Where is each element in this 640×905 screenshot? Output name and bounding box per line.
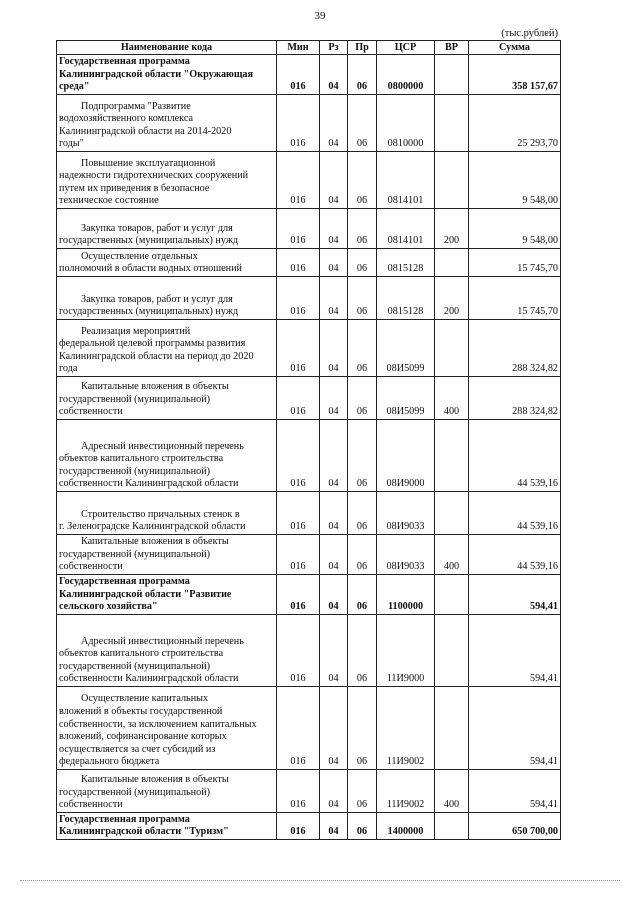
cell-rz: 04 [320,770,348,813]
cell-name: Реализация мероприятий федеральной целевой программы развития Калининградской области на период до 2020 года [57,320,277,377]
cell-min: 016 [277,535,320,575]
cell-min: 016 [277,377,320,420]
header-pr: Пр [348,41,377,55]
cell-pr: 06 [348,377,377,420]
cell-name: Строительство причальных стенок в г. Зеленоградске Калининградской области [57,492,277,535]
cell-pr: 06 [348,535,377,575]
program-row [57,55,561,95]
cell-name: Государственная программа Калининградской области "Туризм" [57,813,277,840]
cell-vr: 200 [435,277,469,320]
cell-csr: 11И9002 [377,687,435,770]
cell-vr [435,575,469,615]
cell-min: 016 [277,209,320,249]
cell-pr: 06 [348,209,377,249]
program-row [57,575,561,615]
cell-csr: 1400000 [377,813,435,840]
cell-min: 016 [277,277,320,320]
cell-csr: 08И9000 [377,420,435,492]
cell-name: Капитальные вложения в объекты государственной (муниципальной) собственности [57,770,277,813]
cell-csr: 11И9000 [377,615,435,687]
cell-csr: 0815128 [377,249,435,277]
cell-rz: 04 [320,420,348,492]
cell-csr: 08И9033 [377,535,435,575]
cell-min: 016 [277,615,320,687]
cell-name: Государственная программа Калининградской области "Развитие сельского хозяйства" [57,575,277,615]
cell-min: 016 [277,687,320,770]
cell-name: Адресный инвестиционный перечень объектов капитального строительства государственной (муниципальной) собственности Калининградской области [57,420,277,492]
cell-rz: 04 [320,152,348,209]
cell-sum: 9 548,00 [469,209,561,249]
header-name: Наименование кода [57,41,277,55]
cell-pr: 06 [348,249,377,277]
cell-pr: 06 [348,687,377,770]
cell-pr: 06 [348,420,377,492]
units-label: (тыс.рублей) [501,28,558,39]
table-row [57,152,561,209]
cell-min: 016 [277,813,320,840]
cell-pr: 06 [348,492,377,535]
cell-min: 016 [277,320,320,377]
cell-vr [435,55,469,95]
cell-vr [435,95,469,152]
cell-pr: 06 [348,320,377,377]
cell-pr: 06 [348,575,377,615]
cell-min: 016 [277,492,320,535]
table-row [57,95,561,152]
cell-csr: 0814101 [377,209,435,249]
cell-name: Капитальные вложения в объекты государственной (муниципальной) собственности [57,377,277,420]
cell-min: 016 [277,152,320,209]
table-row [57,277,561,320]
table-row [57,209,561,249]
header-rz: Рз [320,41,348,55]
cell-rz: 04 [320,277,348,320]
cell-sum: 288 324,82 [469,320,561,377]
cell-vr: 200 [435,209,469,249]
cell-pr: 06 [348,277,377,320]
header-min: Мин [277,41,320,55]
cell-csr: 08И9033 [377,492,435,535]
cell-csr: 0815128 [377,277,435,320]
cell-rz: 04 [320,535,348,575]
table-row [57,420,561,492]
cell-csr: 0814101 [377,152,435,209]
table-header-row [57,41,561,55]
cell-rz: 04 [320,95,348,152]
cell-vr: 400 [435,377,469,420]
cell-sum: 594,41 [469,770,561,813]
cell-pr: 06 [348,615,377,687]
cell-name: Подпрограмма "Развитие водохозяйственного комплекса Калининградской области на 2014-2020 годы" [57,95,277,152]
header-vr: ВР [435,41,469,55]
budget-table [56,40,561,840]
cell-name: Капитальные вложения в объекты государственной (муниципальной) собственности [57,535,277,575]
footer-divider [20,880,620,881]
cell-vr [435,320,469,377]
table-row [57,535,561,575]
cell-sum: 44 539,16 [469,492,561,535]
cell-name: Осуществление капитальных вложений в объекты государственной собственности, за исключением капитальных вложений, софинансирование которых осуществляется за счет субсидий из федерального бюджета [57,687,277,770]
cell-sum: 9 548,00 [469,152,561,209]
table-row [57,687,561,770]
cell-vr: 400 [435,535,469,575]
cell-rz: 04 [320,249,348,277]
cell-pr: 06 [348,813,377,840]
table-row [57,492,561,535]
cell-sum: 15 745,70 [469,277,561,320]
cell-rz: 04 [320,55,348,95]
header-sum: Сумма [469,41,561,55]
cell-sum: 288 324,82 [469,377,561,420]
cell-name: Государственная программа Калининградской области "Окружающая среда" [57,55,277,95]
table-row [57,615,561,687]
cell-vr [435,152,469,209]
cell-vr [435,813,469,840]
cell-csr: 0800000 [377,55,435,95]
cell-sum: 25 293,70 [469,95,561,152]
cell-min: 016 [277,249,320,277]
cell-rz: 04 [320,492,348,535]
cell-vr [435,249,469,277]
cell-min: 016 [277,420,320,492]
cell-sum: 44 539,16 [469,535,561,575]
table-row [57,249,561,277]
cell-name: Осуществление отдельных полномочий в области водных отношений [57,249,277,277]
cell-pr: 06 [348,152,377,209]
cell-csr: 08И5099 [377,377,435,420]
cell-pr: 06 [348,95,377,152]
cell-csr: 11И9002 [377,770,435,813]
cell-pr: 06 [348,770,377,813]
cell-pr: 06 [348,55,377,95]
header-csr: ЦСР [377,41,435,55]
page-number: 39 [314,10,326,22]
cell-name: Закупка товаров, работ и услуг для государственных (муниципальных) нужд [57,209,277,249]
cell-name: Повышение эксплуатационной надежности гидротехнических сооружений путем их приведения в безопасное техническое состояние [57,152,277,209]
cell-name: Закупка товаров, работ и услуг для государственных (муниципальных) нужд [57,277,277,320]
cell-sum: 15 745,70 [469,249,561,277]
cell-sum: 650 700,00 [469,813,561,840]
cell-sum: 594,41 [469,575,561,615]
cell-min: 016 [277,95,320,152]
cell-name: Адресный инвестиционный перечень объектов капитального строительства государственной (муниципальной) собственности Калининградской области [57,615,277,687]
cell-rz: 04 [320,615,348,687]
cell-csr: 08И5099 [377,320,435,377]
cell-rz: 04 [320,377,348,420]
cell-rz: 04 [320,209,348,249]
cell-vr [435,420,469,492]
cell-sum: 594,41 [469,687,561,770]
program-row [57,813,561,840]
cell-vr [435,615,469,687]
cell-vr [435,687,469,770]
cell-min: 016 [277,55,320,95]
cell-rz: 04 [320,575,348,615]
cell-min: 016 [277,770,320,813]
cell-vr: 400 [435,770,469,813]
table-row [57,377,561,420]
cell-rz: 04 [320,320,348,377]
cell-vr [435,492,469,535]
cell-csr: 0810000 [377,95,435,152]
table-row [57,770,561,813]
cell-sum: 594,41 [469,615,561,687]
cell-rz: 04 [320,687,348,770]
cell-csr: 1100000 [377,575,435,615]
cell-sum: 358 157,67 [469,55,561,95]
table-row [57,320,561,377]
cell-rz: 04 [320,813,348,840]
cell-sum: 44 539,16 [469,420,561,492]
cell-min: 016 [277,575,320,615]
